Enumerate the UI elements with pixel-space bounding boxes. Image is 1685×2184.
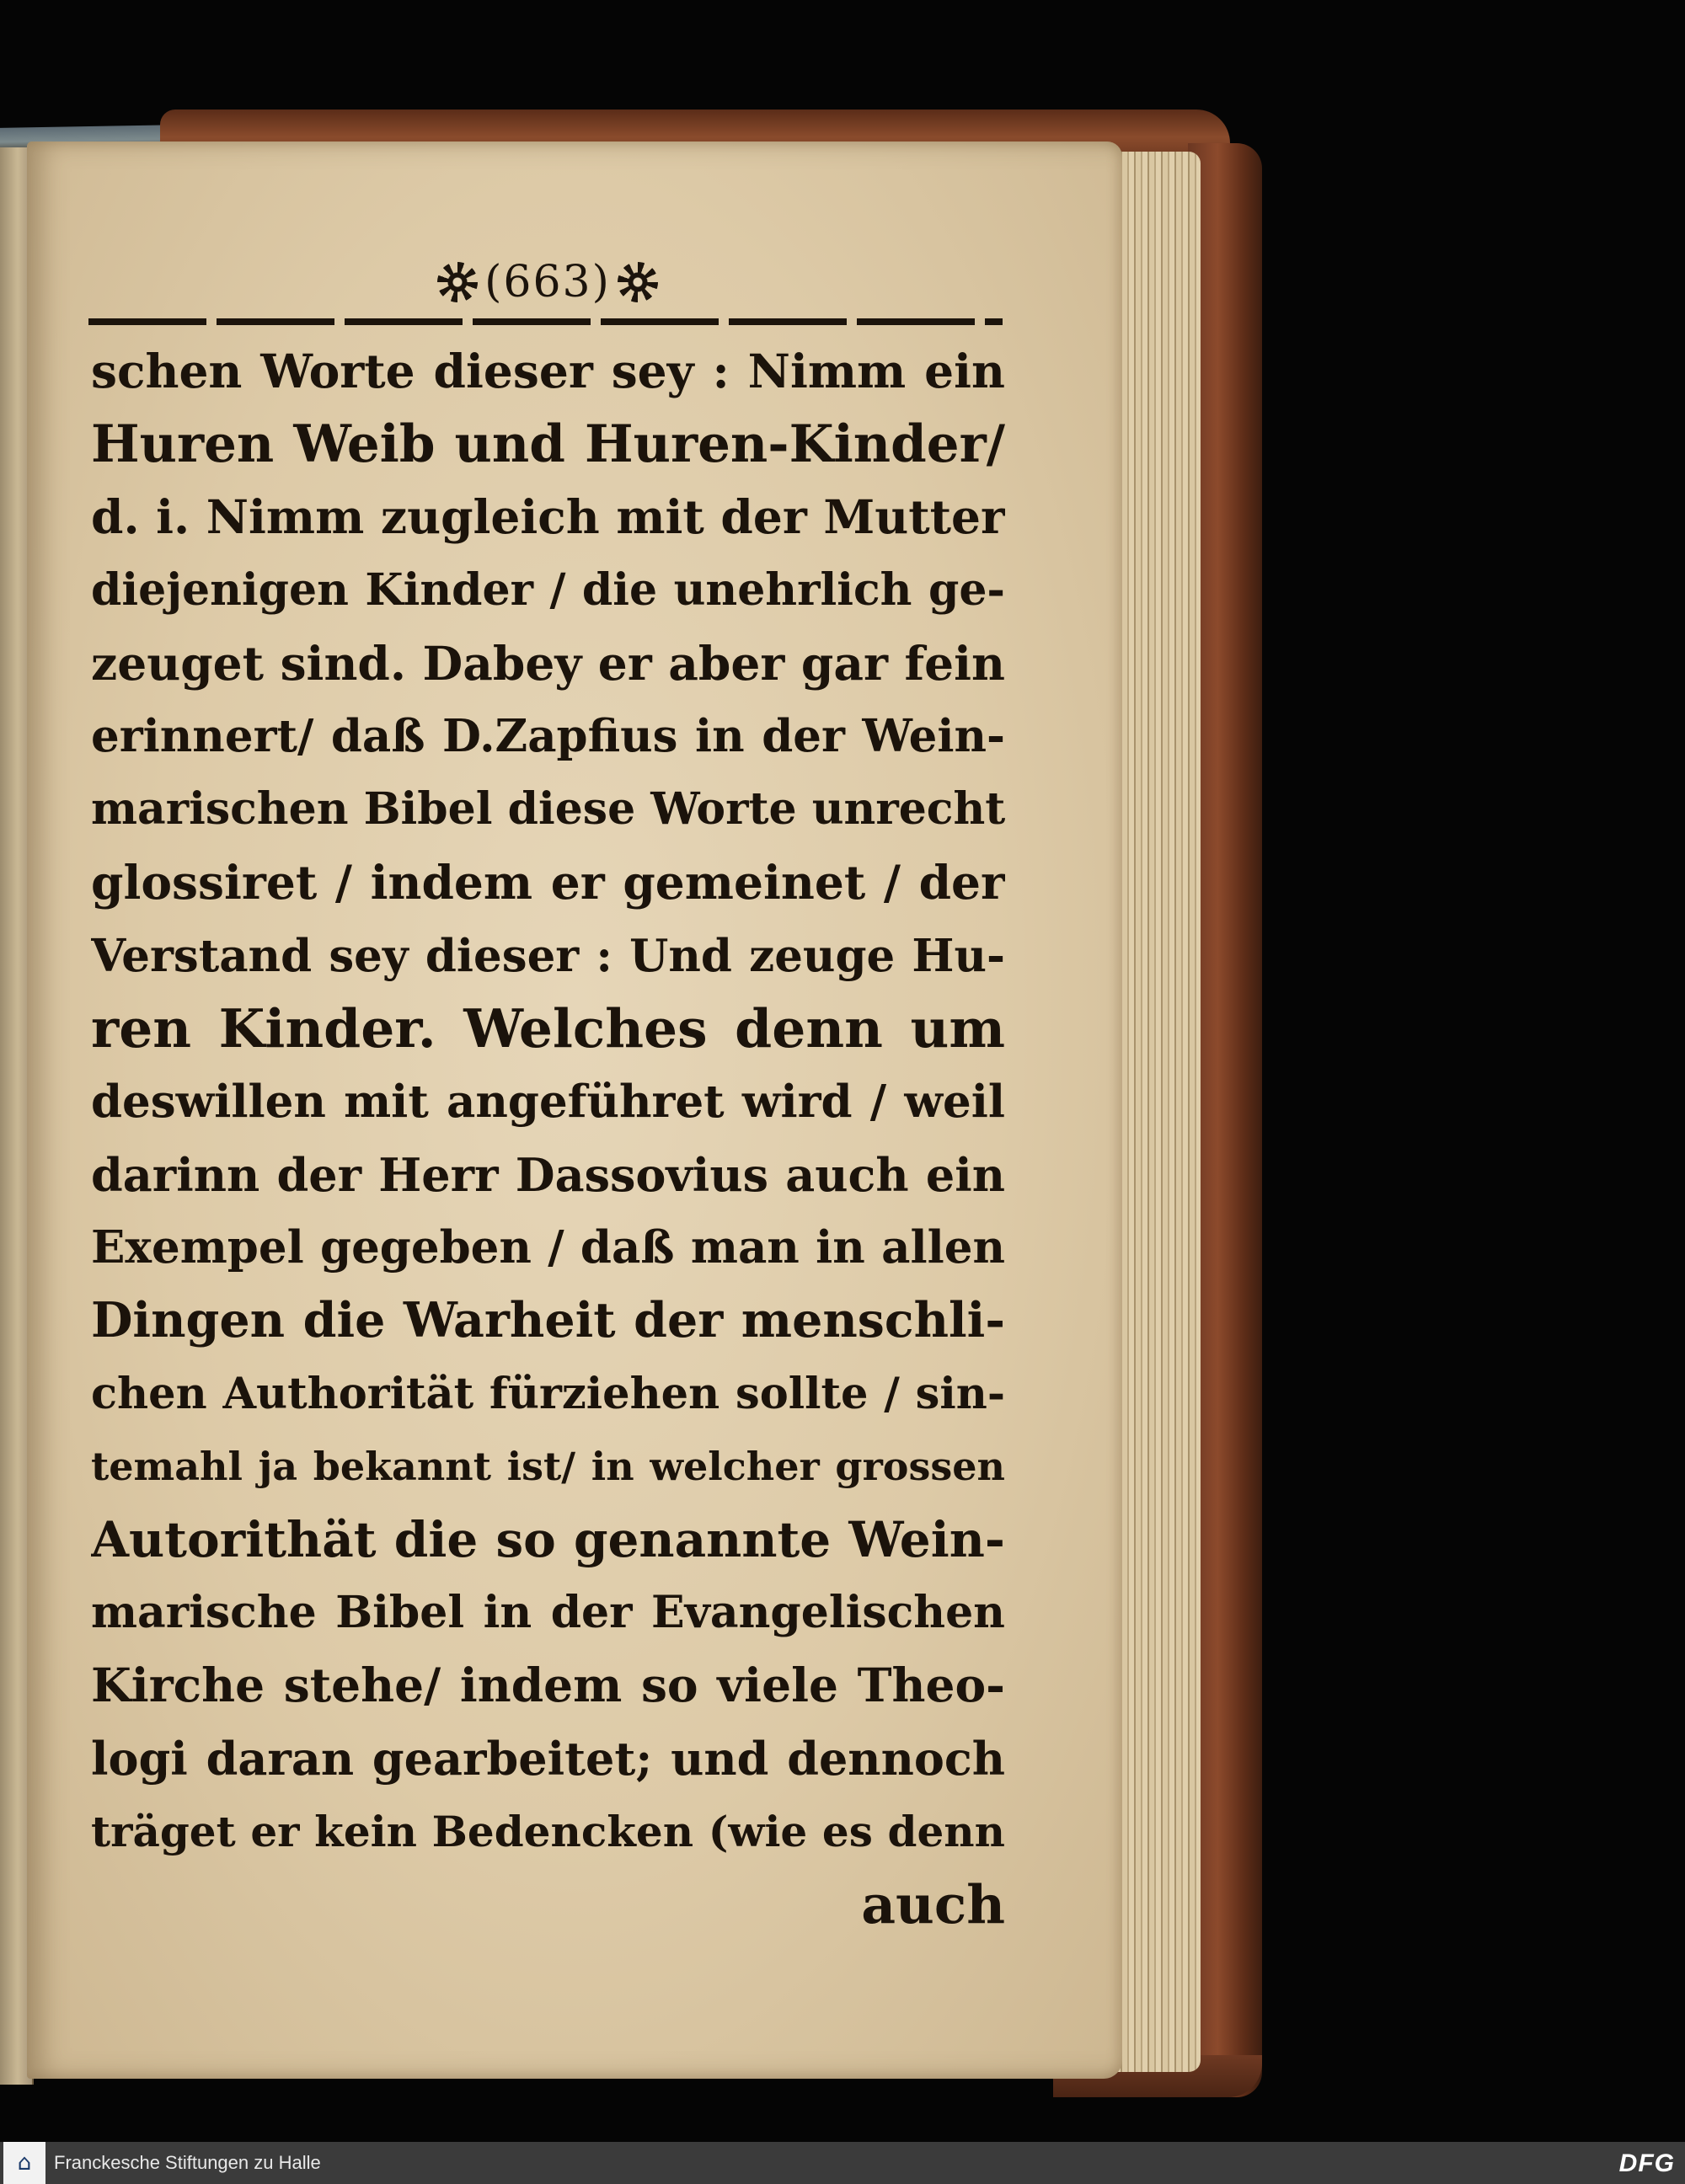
text-line: Huren Weib und Huren-Kinder/ [91, 414, 1005, 474]
page-text [91, 335, 1005, 1941]
text-line: marischen Bibel diese Worte unrecht [91, 783, 1005, 836]
text-line: Kirche stehe/ indem so viele Theo- [91, 1658, 1005, 1713]
text-line: ren Kinder. Welches denn um [91, 997, 1005, 1060]
text-line: temahl ja bekannt ist/ in welcher grossen [91, 1444, 1005, 1490]
text-line: marische Bibel in der Evangelischen [91, 1586, 1005, 1638]
text-line: logi daran gearbeitet; und dennoch [91, 1732, 1005, 1786]
text-line: schen Worte dieser sey : Nimm ein [91, 344, 1005, 398]
text-line: glossiret / indem er gemeinet / der [91, 854, 1005, 910]
text-line: darinn der Herr Dassovius auch ein [91, 1147, 1005, 1202]
catchword: auch [861, 1873, 1005, 1936]
text-line: Dingen die Warheit der menschli- [91, 1291, 1005, 1348]
fleuron-right-icon [618, 262, 658, 302]
institution-name[interactable]: Franckesche Stiftungen zu Halle [54, 2152, 321, 2173]
text-line: träget er kein Bedencken (wie es denn [91, 1806, 1005, 1856]
viewer-footer [0, 2142, 1685, 2184]
text-line: Exempel gegeben / daß man in allen [91, 1221, 1005, 1274]
page-number: (663) [484, 257, 611, 307]
text-line: erinnert/ daß D.Zapfius in der Wein- [91, 710, 1005, 763]
text-line: chen Authorität fürziehen sollte / sin- [91, 1368, 1005, 1419]
text-line: diejenigen Kinder / die unehrlich ge- [91, 564, 1005, 617]
fleuron-left-icon [437, 262, 478, 302]
text-line: Verstand sey dieser : Und zeuge Hu- [91, 929, 1005, 982]
text-line: zeuget sind. Dabey er aber gar fein [91, 635, 1005, 691]
text-line: deswillen mit angeführet wird / weil [91, 1075, 1005, 1128]
dfg-logo[interactable]: DFG [1618, 2149, 1675, 2177]
institution-logo-icon[interactable] [3, 2142, 45, 2184]
building-icon: ⌂ [17, 2150, 32, 2176]
page-header [388, 253, 708, 312]
header-rule [88, 318, 1003, 325]
text-line: d. i. Nimm zugleich mit der Mutter [91, 489, 1005, 545]
text-line: Autorithät die so genannte Wein- [91, 1511, 1005, 1568]
